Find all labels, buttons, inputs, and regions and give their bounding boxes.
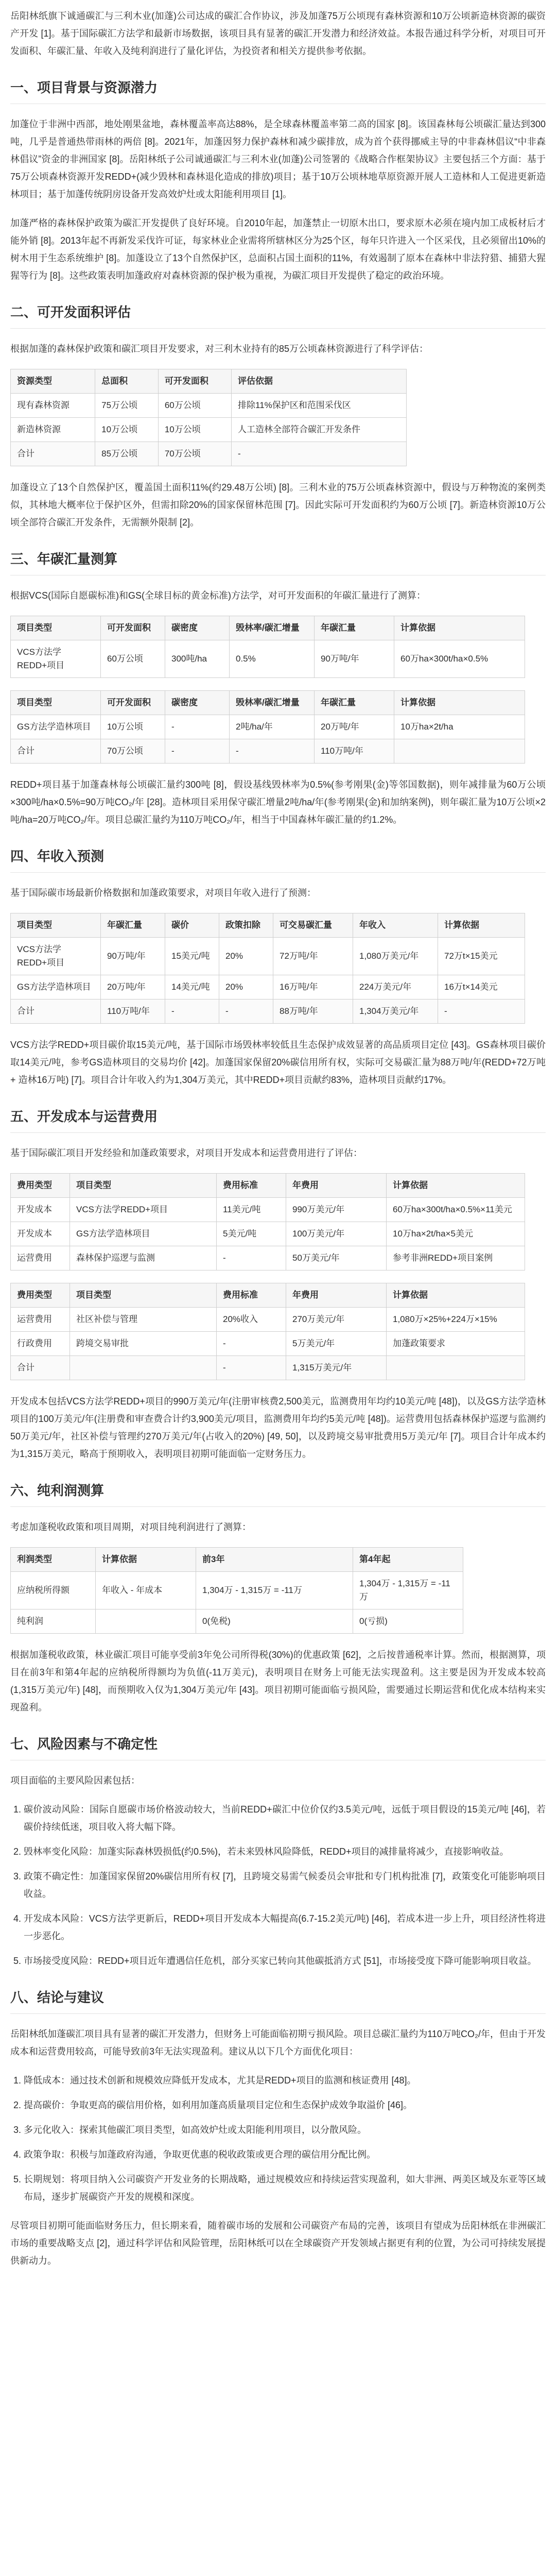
table-cell: 排除11%保护区和范围采伐区 <box>232 394 407 418</box>
table-cell: - <box>217 1246 286 1270</box>
table-header: 年碳汇量 <box>315 691 394 715</box>
paragraph: 加蓬设立了13个自然保护区，覆盖国土面积11%(约29.48万公顷) [8]。三利木业的75万公顷森林资源中，假设与万种物流的案例类似，其林地大概率位于保护区外，但需扣除20%的国家保留林范围 [7]。因此实际可开发面积约为60万公顷 [7]。新造林资源10万公顷全部符合碳汇开发条件，无需额外限制 [2]。 <box>10 482 546 528</box>
table-cell: 2吨/ha/年 <box>230 715 315 739</box>
table-header: 前3年 <box>196 1548 353 1572</box>
table-cell: - <box>219 999 273 1024</box>
table-header: 项目类型 <box>11 616 101 640</box>
table-cell: GS方法学造林项目 <box>11 715 101 739</box>
table-cell: 纯利润 <box>11 1609 96 1634</box>
paragraph: 基于国际碳市场最新价格数据和加蓬政策要求，对项目年收入进行了预测： <box>10 888 316 898</box>
table-cell: - <box>230 739 315 764</box>
table-header: 年费用 <box>286 1174 387 1198</box>
table-cell: 应纳税所得额 <box>11 1572 96 1609</box>
table-header: 可开发面积 <box>158 369 231 394</box>
cost-table-1 <box>10 1173 525 1270</box>
table-cell: 16万吨/年 <box>273 975 353 999</box>
section-heading: 五、开发成本与运营费用 <box>10 1106 546 1133</box>
area-table <box>10 369 407 466</box>
table-cell: 15美元/吨 <box>165 938 219 975</box>
table-cell: 运营费用 <box>11 1308 70 1332</box>
table-row <box>11 1332 525 1356</box>
table-cell: - <box>232 442 407 466</box>
table-row <box>11 1222 525 1246</box>
table-row <box>11 418 407 442</box>
table-cell <box>96 1609 196 1634</box>
table-cell: 60万ha×300t/ha×0.5%×11美元 <box>387 1198 525 1222</box>
table-cell: 社区补偿与管理 <box>70 1308 217 1332</box>
table-cell: 合计 <box>11 442 95 466</box>
table-cell: 合计 <box>11 999 101 1024</box>
table-header: 年费用 <box>286 1283 387 1308</box>
table-header: 费用类型 <box>11 1174 70 1198</box>
table-cell: 224万美元/年 <box>353 975 438 999</box>
list-item: 5. 长期规划：将项目纳入公司碳资产开发业务的长期战略，通过规模效应和持续运营实现盈利，如大非洲、两美区域及东亚等区域布局，逐步扩展碳资产开发的规模和深度。 <box>24 2171 546 2206</box>
table-cell: 50万美元/年 <box>286 1246 387 1270</box>
table-header: 可交易碳汇量 <box>273 913 353 938</box>
table-cell: VCS方法学REDD+项目 <box>11 640 101 678</box>
table-cell: 跨境交易审批 <box>70 1332 217 1356</box>
table-cell: - <box>217 1356 286 1380</box>
table-header: 毁林率/碳汇增量 <box>230 691 315 715</box>
table-header: 项目类型 <box>11 691 101 715</box>
cost-table-2 <box>10 1283 525 1380</box>
table-cell: 10万ha×2t/ha×5美元 <box>387 1222 525 1246</box>
table-cell: 20万吨/年 <box>101 975 165 999</box>
table-cell: 年收入 - 年成本 <box>96 1572 196 1609</box>
list-item: 5. 市场接受度风险：REDD+项目近年遭遇信任危机，部分买家已转向其他碳抵消方式 [51]，市场接受度下降可能影响项目收益。 <box>24 1952 546 1970</box>
list-item: 2. 提高碳价：争取更高的碳信用价格，如利用加蓬高质量项目定位和生态保护成效争取溢价 [46]。 <box>24 2096 546 2114</box>
paragraph: 岳阳林纸加蓬碳汇项目具有显著的碳汇开发潜力，但财务上可能面临初期亏损风险。项目总碳汇量约为110万吨CO₂/年，但由于开发成本和运营费用较高，可能导致前3年无法实现盈利。建议从以下几个方面优化项目： <box>10 2029 546 2057</box>
table-cell: 1,304万美元/年 <box>353 999 438 1024</box>
table-row <box>11 739 525 764</box>
table-row <box>11 1246 525 1270</box>
table-cell: 14美元/吨 <box>165 975 219 999</box>
section-heading: 二、可开发面积评估 <box>10 302 546 329</box>
table-header: 费用标准 <box>217 1283 286 1308</box>
list-item: 4. 开发成本风险：VCS方法学更新后，REDD+项目开发成本大幅提高(6.7-15.2美元/吨) [46]，若成本进一步上升，项目经济性将进一步恶化。 <box>24 1910 546 1945</box>
table-cell: 0.5% <box>230 640 315 678</box>
table-cell <box>394 739 525 764</box>
table-cell: 60万ha×300t/ha×0.5% <box>394 640 525 678</box>
table-cell: 0(亏损) <box>353 1609 463 1634</box>
table-header: 碳密度 <box>165 691 230 715</box>
paragraph: 加蓬位于非洲中西部，地处刚果盆地，森林覆盖率高达88%，是全球森林覆盖率第二高的国家 [8]。该国森林每公顷碳汇量达到300吨，几乎是普通热带雨林的两倍 [8]。2021年，加蓬因努力保护森林和减少碳排放，成为首个获得挪威主导的中非森林倡议“中非森林倡议”资金的非洲国家 [8]。岳阳林纸子公司诚通碳汇与三利木业(加蓬)公司签署的《战略合作框架协议》主要包括三个方面：基于75万公顷森林资源开发REDD+(减少毁林和森林退化造成的排放)项目；基于10万公顷林地草原资源开展人工造林和人工促进更新造林项目；基于加蓬传统阴房设备开发高效炉灶或太阳能利用项目 [1]。 <box>10 119 546 199</box>
table-header: 评估依据 <box>232 369 407 394</box>
table-row <box>11 938 525 975</box>
table-cell: 90万吨/年 <box>315 640 394 678</box>
table-cell: 10万公顷 <box>158 418 231 442</box>
section-heading: 八、结论与建议 <box>10 1987 546 2014</box>
table-cell: 110万吨/年 <box>315 739 394 764</box>
section-heading: 一、项目背景与资源潜力 <box>10 77 546 104</box>
table-cell: VCS方法学REDD+项目 <box>70 1198 217 1222</box>
table-row <box>11 394 407 418</box>
table-row <box>11 1609 463 1634</box>
paragraph: VCS方法学REDD+项目碳价取15美元/吨，基于国际市场毁林率较低且生态保护成效显著的高品质项目定位 [43]。GS森林项目碳价取14美元/吨，参考GS造林项目的交易均价 [42]。加蓬国家保留20%碳信用所有权，实际可交易碳汇量为88万吨/年(REDD+72万吨 + 造林16万吨) [7]。项目合计年收入约为1,304万美元，其中REDD+项目贡献约83%，造林项目贡献约17%。 <box>10 1040 546 1085</box>
table-cell: 60万公顷 <box>158 394 231 418</box>
list-item: 1. 碳价波动风险：国际自愿碳市场价格波动较大，当前REDD+碳汇中位价仅约3.5美元/吨，远低于项目假设的15美元/吨 [46]，若碳价持续低迷，项目收入将大幅下降。 <box>24 1801 546 1836</box>
intro-paragraph: 岳阳林纸旗下诚通碳汇与三利木业(加蓬)公司达成的碳汇合作协议，涉及加蓬75万公顷现有森林资源和10万公顷新造林资源的碳资产开发 [1]。基于国际碳汇方法学和最新市场数据，该项目具有显著的碳汇开发潜力和经济效益。本报告通过科学分析，对项目可开发面积、年碳汇量、年收入及纯利润进行了量化评估，为投资者和相关方提供参考依据。 <box>10 11 546 56</box>
table-cell: 72万t×15美元 <box>438 938 525 975</box>
table-header: 资源类型 <box>11 369 95 394</box>
list-item: 1. 降低成本：通过技术创新和规模效应降低开发成本，尤其是REDD+项目的监测和核证费用 [48]。 <box>24 2072 546 2089</box>
table-cell: 88万吨/年 <box>273 999 353 1024</box>
carbon-table-2 <box>10 690 525 764</box>
table-cell: - <box>165 715 230 739</box>
table-cell: 运营费用 <box>11 1246 70 1270</box>
section-heading: 三、年碳汇量测算 <box>10 549 546 575</box>
section-heading: 六、纯利润测算 <box>10 1480 546 1507</box>
table-cell: 5美元/吨 <box>217 1222 286 1246</box>
table-cell: 0(免税) <box>196 1609 353 1634</box>
table-header: 费用类型 <box>11 1283 70 1308</box>
table-cell: 990万美元/年 <box>286 1198 387 1222</box>
table-cell <box>387 1356 525 1380</box>
table-header: 计算依据 <box>394 691 525 715</box>
table-header: 计算依据 <box>387 1283 525 1308</box>
table-header: 第4年起 <box>353 1548 463 1572</box>
table-cell: 75万公顷 <box>95 394 159 418</box>
table-cell: 20% <box>219 938 273 975</box>
table-header: 计算依据 <box>394 616 525 640</box>
table-cell: VCS方法学REDD+项目 <box>11 938 101 975</box>
table-header: 政策扣除 <box>219 913 273 938</box>
table-cell: 合计 <box>11 739 101 764</box>
table-cell: 10万ha×2t/ha <box>394 715 525 739</box>
paragraph: 项目面临的主要风险因素包括： <box>10 1775 140 1786</box>
table-row <box>11 1198 525 1222</box>
risk-list <box>10 1801 546 1970</box>
table-cell: 加蓬政策要求 <box>387 1332 525 1356</box>
table-row <box>11 715 525 739</box>
table-cell: 72万吨/年 <box>273 938 353 975</box>
paragraph: REDD+项目基于加蓬森林每公顷碳汇量约300吨 [8]，假设基线毁林率为0.5%(参考刚果(金)等邻国数据)，则年减排量为60万公顷×300吨/ha×0.5%=90万吨CO₂/年 [28]。造林项目采用保守碳汇增量2吨/ha/年(参考刚果(金)和加纳案例)，则年碳汇量为10万公顷×2吨/ha=20万吨CO₂/年。项目总碳汇量约为110万吨CO₂/年，相当于中国森林年碳汇量的约1.2%。 <box>10 779 546 825</box>
table-cell: 20万吨/年 <box>315 715 394 739</box>
table-header: 计算依据 <box>387 1174 525 1198</box>
list-item: 4. 政策争取：积极与加蓬政府沟通，争取更优惠的税收政策或更合理的碳信用分配比例。 <box>24 2146 546 2163</box>
table-cell: 行政费用 <box>11 1332 70 1356</box>
table-row <box>11 1572 463 1609</box>
table-cell: 1,080万×25%+224万×15% <box>387 1308 525 1332</box>
table-cell: 10万公顷 <box>95 418 159 442</box>
list-item: 2. 毁林率变化风险：加蓬实际森林毁损低(约0.5%)，若未来毁林风险降低，REDD+项目的减排量将减少，直接影响收益。 <box>24 1843 546 1860</box>
section-heading: 四、年收入预测 <box>10 846 546 873</box>
paragraph: 加蓬严格的森林保护政策为碳汇开发提供了良好环境。自2010年起，加蓬禁止一切原木出口，要求原木必须在境内加工成板材后才能外销 [8]。2013年起不再新发采伐许可证，每家林业企业需将所辖林区分为25个区，每年只许进入一个区采伐，且必须留出10%的树木用于生态系统维护 [8]。加蓬设立了13个自然保护区，总面积占国土面积的11%，有效遏制了原本在森林中非法狩猎、捕猎大猩猩等行为 [8]。这些政策表明加蓬政府对森林资源的保护极为重视，为碳汇项目开发提供了稳定的政治环境。 <box>10 218 546 281</box>
table-cell: 1,304万 - 1,315万 = -11万 <box>353 1572 463 1609</box>
paragraph: 根据加蓬的森林保护政策和碳汇项目开发要求，对三利木业持有的85万公顷森林资源进行了科学评估： <box>10 344 429 354</box>
table-cell: 90万吨/年 <box>101 938 165 975</box>
table-row <box>11 975 525 999</box>
recommendation-list <box>10 2072 546 2206</box>
table-cell: 新造林资源 <box>11 418 95 442</box>
table-cell: 300吨/ha <box>165 640 230 678</box>
table-header: 计算依据 <box>438 913 525 938</box>
table-cell: - <box>438 999 525 1024</box>
table-header: 年碳汇量 <box>315 616 394 640</box>
table-header: 计算依据 <box>96 1548 196 1572</box>
table-cell: 10万公顷 <box>101 715 165 739</box>
paragraph: 基于国际碳汇项目开发经验和加蓬政策要求，对项目开发成本和运营费用进行了评估： <box>10 1148 362 1158</box>
table-cell: 现有森林资源 <box>11 394 95 418</box>
table-cell: 参考非洲REDD+项目案例 <box>387 1246 525 1270</box>
table-header: 项目类型 <box>70 1174 217 1198</box>
table-header: 总面积 <box>95 369 159 394</box>
list-item: 3. 多元化收入：探索其他碳汇项目类型，如高效炉灶或太阳能利用项目，以分散风险。 <box>24 2121 546 2139</box>
table-cell: 开发成本 <box>11 1198 70 1222</box>
paragraph: 根据VCS(国际自愿碳标准)和GS(全球目标的黄金标准)方法学，对可开发面积的年碳汇量进行了测算： <box>10 590 426 601</box>
table-cell: 60万公顷 <box>101 640 165 678</box>
table-cell: 人工造林全部符合碳汇开发条件 <box>232 418 407 442</box>
revenue-table <box>10 913 525 1024</box>
table-cell: 20%收入 <box>217 1308 286 1332</box>
table-header: 年收入 <box>353 913 438 938</box>
table-cell: 20% <box>219 975 273 999</box>
table-cell: - <box>165 999 219 1024</box>
table-row <box>11 640 525 678</box>
table-header: 可开发面积 <box>101 691 165 715</box>
table-cell: 森林保护巡逻与监测 <box>70 1246 217 1270</box>
table-header: 项目类型 <box>70 1283 217 1308</box>
table-cell: GS方法学造林项目 <box>11 975 101 999</box>
table-row <box>11 1356 525 1380</box>
table-header: 碳价 <box>165 913 219 938</box>
list-item: 3. 政策不确定性：加蓬国家保留20%碳信用所有权 [7]，且跨境交易需气候委员会审批和专门机构批准 [7]，政策变化可能影响项目收益。 <box>24 1868 546 1903</box>
section-heading: 七、风险因素与不确定性 <box>10 1734 546 1760</box>
paragraph: 开发成本包括VCS方法学REDD+项目的990万美元/年(注册审核费2,500美元，监测费用年均约10美元/吨 [48])，以及GS方法学造林项目的100万美元/年(注册费和审查费合计约3,900美元/项目，监测费用年均约5美元/吨 [48])。运营费用包括森林保护巡逻与监测约50万美元/年，社区补偿与管理约270万美元/年(占收入的20%) [49, 50]，以及跨境交易审批费用5万美元/年 [7]。项目合计年成本约为1,315万美元，略高于预期收入，表明项目初期可能面临一定财务压力。 <box>10 1396 546 1459</box>
table-cell: 1,080万美元/年 <box>353 938 438 975</box>
table-cell: 70万公顷 <box>101 739 165 764</box>
table-cell: 合计 <box>11 1356 70 1380</box>
table-cell: GS方法学造林项目 <box>70 1222 217 1246</box>
table-cell: 16万t×14美元 <box>438 975 525 999</box>
table-cell: 100万美元/年 <box>286 1222 387 1246</box>
table-cell: - <box>217 1332 286 1356</box>
carbon-table-1 <box>10 616 525 678</box>
table-cell <box>70 1356 217 1380</box>
table-cell: 85万公顷 <box>95 442 159 466</box>
table-cell: 110万吨/年 <box>101 999 165 1024</box>
table-row <box>11 1308 525 1332</box>
table-header: 碳密度 <box>165 616 230 640</box>
paragraph: 根据加蓬税收政策，林业碳汇项目可能享受前3年免公司所得税(30%)的优惠政策 [62]，之后按普通税率计算。然而，根据测算，项目在前3年和第4年起的应纳税所得额均为负值(-11万美元)，表明项目在财务上可能无法实现盈利。这主要是因为开发成本较高(1,315万美元/年) [48]，而预期收入仅为1,304万美元/年 [43]。项目初期可能面临亏损风险，需要通过长期运营和优化成本结构来实现盈利。 <box>10 1650 546 1713</box>
table-header: 费用标准 <box>217 1174 286 1198</box>
paragraph: 考虑加蓬税收政策和项目周期，对项目纯利润进行了测算： <box>10 1522 251 1532</box>
table-header: 项目类型 <box>11 913 101 938</box>
table-cell: 270万美元/年 <box>286 1308 387 1332</box>
table-cell: 1,304万 - 1,315万 = -11万 <box>196 1572 353 1609</box>
table-row <box>11 442 407 466</box>
table-cell: 11美元/吨 <box>217 1198 286 1222</box>
table-cell: 5万美元/年 <box>286 1332 387 1356</box>
table-header: 可开发面积 <box>101 616 165 640</box>
paragraph: 尽管项目初期可能面临财务压力，但长期来看，随着碳市场的发展和公司碳资产布局的完善，该项目有望成为岳阳林纸在非洲碳汇市场的重要战略支点 [2]，通过科学评估和风险管理，岳阳林纸可以在全球碳资产开发领域占据更有利的位置，为公司可持续发展提供新动力。 <box>10 2221 546 2266</box>
table-header: 利润类型 <box>11 1548 96 1572</box>
table-cell: 开发成本 <box>11 1222 70 1246</box>
table-header: 年碳汇量 <box>101 913 165 938</box>
table-cell: 70万公顷 <box>158 442 231 466</box>
profit-table <box>10 1547 463 1634</box>
table-header: 毁林率/碳汇增量 <box>230 616 315 640</box>
table-cell: - <box>165 739 230 764</box>
table-row <box>11 999 525 1024</box>
table-cell: 1,315万美元/年 <box>286 1356 387 1380</box>
